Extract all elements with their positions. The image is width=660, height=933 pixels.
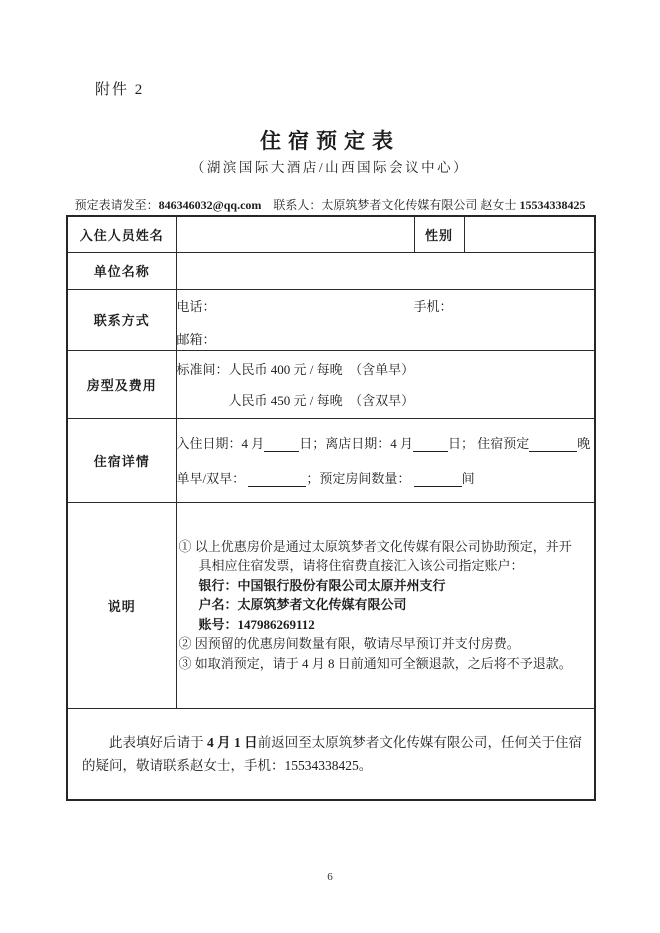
breakfast-label: 单早/双早： [176,471,249,486]
table-row [67,216,595,252]
room-type-cell [176,350,595,418]
gender-label: 性别 [414,216,464,252]
checkout-date-label: 日；离店日期：4 月 [299,436,414,451]
notes-cell [176,502,595,708]
checkin-day-blank [264,438,299,452]
page-number: 6 [327,871,333,883]
org-name-label: 单位名称 [67,252,176,289]
footer-note-text [68,731,594,777]
contact-method-label: 联系方式 [67,289,176,350]
contact-person-label: 联系人：太原筑梦者文化传媒有限公司 赵女士 [261,198,520,212]
nights-blank [529,438,577,452]
room-count-label: ；预定房间数量： [306,471,414,486]
bank-name: 银行：中国银行股份有限公司太原并州支行 [198,577,446,593]
note-item-1-line-2: 具相应住宿发票，请将住宿费直接汇入该公司指定账户： [198,558,524,574]
page-subtitle: （湖滨国际大酒店/山西国际会议中心） [190,160,470,175]
room-price-standard-double: 人民币 450 元 / 每晚 （含双早） [228,393,415,408]
footer-note-cell [67,708,595,800]
checkout-day-blank [413,438,448,452]
reservation-table [66,215,596,801]
table-row [67,252,595,289]
room-count-unit: 间 [461,471,475,486]
note-item-3: ③ 如取消预定，请于 4 月 8 日前通知可全额退款，之后将不予退款。 [178,655,572,671]
contact-phone: 15534338425 [519,198,586,212]
table-row [67,418,595,502]
room-price-standard-single: 标准间：人民币 400 元 / 每晚 （含单早） [176,362,415,377]
table-row [67,502,595,708]
nights-label: 日； 住宿预定 [448,436,530,451]
guest-name-cell [176,216,414,252]
attachment-label: 附件 2 [95,82,145,98]
send-to-email: 846346032@qq.com [158,198,262,212]
page-title: 住宿预定表 [260,129,400,153]
table-row [67,350,595,418]
account-number: 账号：147986269112 [198,616,315,632]
checkin-date-label: 入住日期：4 月 [176,436,265,451]
send-to-label: 预定表请发至： [74,198,159,212]
stay-details-label: 住宿详情 [67,418,176,502]
org-name-cell [176,252,595,289]
room-type-label: 房型及费用 [67,350,176,418]
guest-name-label: 入住人员姓名 [67,216,176,252]
footer-deadline: 4 月 1 日 [207,734,258,750]
account-name: 户名：太原筑梦者文化传媒有限公司 [198,597,407,613]
room-count-blank [414,473,462,487]
mobile-field-label: 手机： [413,298,453,314]
nights-unit: 晚 [577,436,591,451]
footer-text-after: 前返回至太原筑梦者文化传媒有限公司，任何关于住宿的疑问，敬请联系赵女士，手机：15534338425。 [82,734,583,773]
notes-label: 说明 [67,502,176,708]
contact-method-cell [176,289,595,350]
stay-details-cell [176,418,595,502]
table-row [67,708,595,800]
gender-cell [464,216,595,252]
table-row [67,289,595,350]
phone-field-label: 电话： [176,298,216,314]
footer-text-before: 此表填好后请于 [109,734,207,750]
email-field-label: 邮箱： [176,331,216,347]
note-item-2: ② 因预留的优惠房间数量有限，敬请尽早预订并支付房费。 [178,636,520,652]
breakfast-blank [248,473,306,487]
send-to-line [0,196,660,213]
note-item-1-line-1: ① 以上优惠房价是通过太原筑梦者文化传媒有限公司协助预定，并开 [178,538,572,554]
